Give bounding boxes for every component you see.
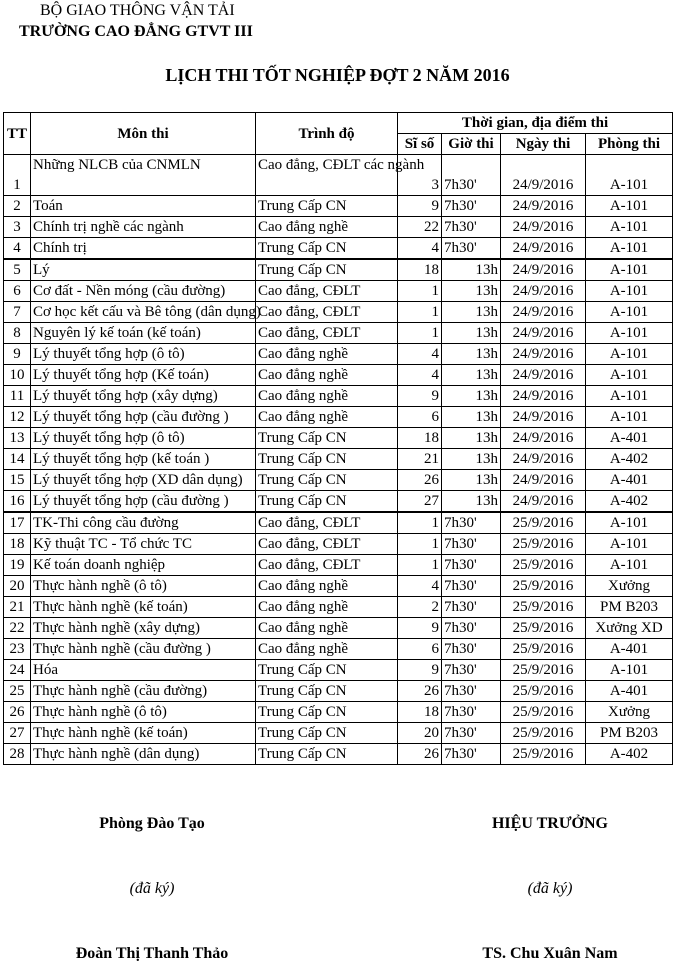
cell-room: A-101 [586, 386, 673, 407]
cell-count: 1 [398, 302, 442, 323]
table-row [4, 744, 673, 765]
cell-count: 4 [398, 365, 442, 386]
header-time: Giờ thi [442, 134, 501, 155]
cell-tt: 7 [4, 302, 31, 323]
table-row [4, 723, 673, 744]
table-row [4, 534, 673, 555]
cell-count: 20 [398, 723, 442, 744]
cell-count: 1 [398, 555, 442, 576]
cell-tt: 6 [4, 281, 31, 302]
cell-count: 1 [398, 323, 442, 344]
cell-count: 2 [398, 597, 442, 618]
cell-level: Trung Cấp CN [256, 491, 398, 513]
table-row [4, 365, 673, 386]
cell-subject: Thực hành nghề (kế toán) [31, 597, 256, 618]
cell-count: 26 [398, 681, 442, 702]
cell-room: A-101 [586, 196, 673, 217]
cell-subject: Hóa [31, 660, 256, 681]
cell-count: 1 [398, 534, 442, 555]
table-row [4, 407, 673, 428]
cell-count: 9 [398, 660, 442, 681]
cell-level: Trung Cấp CN [256, 660, 398, 681]
cell-subject: Thực hành nghề (ô tô) [31, 576, 256, 597]
cell-tt: 15 [4, 470, 31, 491]
table-body [4, 155, 673, 765]
cell-tt: 4 [4, 238, 31, 260]
cell-subject: Thực hành nghề (kế toán) [31, 723, 256, 744]
cell-count: 4 [398, 344, 442, 365]
cell-tt: 3 [4, 217, 31, 238]
cell-date: 25/9/2016 [501, 681, 586, 702]
cell-time: 13h [442, 386, 501, 407]
right-signed-note: (đã ký) [527, 880, 573, 897]
cell-date: 24/9/2016 [501, 344, 586, 365]
cell-time: 13h [442, 323, 501, 344]
cell-date: 24/9/2016 [501, 196, 586, 217]
cell-subject: Kế toán doanh nghiệp [31, 555, 256, 576]
table-row [4, 302, 673, 323]
cell-level: Trung Cấp CN [256, 470, 398, 491]
cell-tt: 17 [4, 512, 31, 534]
table-row [4, 702, 673, 723]
header-level: Trình độ [256, 113, 398, 155]
cell-level: Cao đẳng nghề [256, 597, 398, 618]
cell-level: Trung Cấp CN [256, 238, 398, 260]
cell-room: A-101 [586, 217, 673, 238]
cell-time: 7h30' [442, 555, 501, 576]
cell-tt: 21 [4, 597, 31, 618]
cell-time: 13h [442, 491, 501, 513]
cell-count: 1 [398, 512, 442, 534]
cell-subject: Thực hành nghề (xây dựng) [31, 618, 256, 639]
cell-time: 13h [442, 281, 501, 302]
cell-date: 24/9/2016 [501, 238, 586, 260]
cell-time: 13h [442, 302, 501, 323]
cell-subject: Lý thuyết tổng hợp (XD dân dụng) [31, 470, 256, 491]
cell-count: 18 [398, 259, 442, 281]
cell-room: A-101 [586, 365, 673, 386]
right-signer-title: HIỆU TRƯỞNG [491, 815, 608, 832]
cell-room: A-101 [586, 534, 673, 555]
cell-count: 26 [398, 744, 442, 765]
cell-level: Trung Cấp CN [256, 681, 398, 702]
cell-date: 25/9/2016 [501, 576, 586, 597]
cell-room: A-101 [586, 238, 673, 260]
table-row [4, 238, 673, 260]
table-row [4, 323, 673, 344]
cell-subject: Chính trị nghề các ngành [31, 217, 256, 238]
cell-date: 25/9/2016 [501, 618, 586, 639]
cell-level: Trung Cấp CN [256, 449, 398, 470]
cell-count: 9 [398, 386, 442, 407]
cell-room: A-101 [586, 407, 673, 428]
cell-tt: 5 [4, 259, 31, 281]
cell-count: 4 [398, 238, 442, 260]
cell-date: 25/9/2016 [501, 639, 586, 660]
cell-subject: Lý thuyết tổng hợp (ô tô) [31, 428, 256, 449]
cell-date: 25/9/2016 [501, 512, 586, 534]
cell-time: 13h [442, 344, 501, 365]
cell-date: 24/9/2016 [501, 155, 586, 196]
cell-time: 7h30' [442, 512, 501, 534]
cell-subject: Kỹ thuật TC - Tổ chức TC [31, 534, 256, 555]
cell-level: Cao đẳng, CĐLT các ngành [256, 155, 398, 196]
table-row [4, 491, 673, 513]
table-row [4, 428, 673, 449]
left-signer-name: Đoàn Thị Thanh Thảo [75, 945, 229, 962]
table-row [4, 470, 673, 491]
cell-count: 3 [398, 155, 442, 196]
cell-date: 25/9/2016 [501, 534, 586, 555]
cell-date: 25/9/2016 [501, 723, 586, 744]
cell-level: Trung Cấp CN [256, 196, 398, 217]
cell-count: 26 [398, 470, 442, 491]
cell-room: A-402 [586, 449, 673, 470]
table-row [4, 281, 673, 302]
cell-tt: 8 [4, 323, 31, 344]
cell-subject: Lý [31, 259, 256, 281]
cell-level: Trung Cấp CN [256, 428, 398, 449]
cell-level: Cao đẳng, CĐLT [256, 323, 398, 344]
cell-time: 13h [442, 365, 501, 386]
cell-time: 7h30' [442, 217, 501, 238]
cell-subject: Lý thuyết tổng hợp (Kế toán) [31, 365, 256, 386]
cell-room: A-401 [586, 428, 673, 449]
cell-tt: 24 [4, 660, 31, 681]
cell-room: A-401 [586, 681, 673, 702]
cell-room: Xưởng [586, 702, 673, 723]
cell-date: 24/9/2016 [501, 491, 586, 513]
left-signed-note: (đã ký) [129, 880, 175, 897]
table-row [4, 576, 673, 597]
cell-tt: 28 [4, 744, 31, 765]
cell-date: 24/9/2016 [501, 428, 586, 449]
cell-time: 7h30' [442, 576, 501, 597]
cell-time: 7h30' [442, 155, 501, 196]
cell-level: Trung Cấp CN [256, 702, 398, 723]
cell-time: 7h30' [442, 681, 501, 702]
cell-subject: Lý thuyết tổng hợp (cầu đường ) [31, 407, 256, 428]
table-row [4, 639, 673, 660]
table-row [4, 660, 673, 681]
cell-time: 7h30' [442, 744, 501, 765]
cell-time: 13h [442, 407, 501, 428]
cell-tt: 22 [4, 618, 31, 639]
cell-time: 13h [442, 259, 501, 281]
cell-subject: Lý thuyết tổng hợp (ô tô) [31, 344, 256, 365]
cell-date: 24/9/2016 [501, 407, 586, 428]
cell-date: 24/9/2016 [501, 217, 586, 238]
cell-room: A-101 [586, 281, 673, 302]
table-row [4, 344, 673, 365]
school-name: TRƯỜNG CAO ĐẲNG GTVT III [19, 23, 253, 40]
header-date: Ngày thi [501, 134, 586, 155]
ministry-name: BỘ GIAO THÔNG VẬN TẢI [40, 2, 235, 19]
cell-subject: Thực hành nghề (cầu đường ) [31, 639, 256, 660]
cell-room: A-402 [586, 744, 673, 765]
cell-level: Cao đẳng nghề [256, 407, 398, 428]
table-row [4, 386, 673, 407]
cell-date: 24/9/2016 [501, 470, 586, 491]
cell-subject: Những NLCB của CNMLN [31, 155, 256, 196]
cell-level: Cao đẳng, CĐLT [256, 534, 398, 555]
table-row [4, 449, 673, 470]
cell-time: 7h30' [442, 702, 501, 723]
table-row [4, 681, 673, 702]
cell-room: A-101 [586, 323, 673, 344]
cell-tt: 19 [4, 555, 31, 576]
cell-level: Trung Cấp CN [256, 259, 398, 281]
table-row [4, 196, 673, 217]
cell-date: 25/9/2016 [501, 702, 586, 723]
cell-count: 1 [398, 281, 442, 302]
cell-room: A-101 [586, 344, 673, 365]
cell-level: Cao đẳng nghề [256, 386, 398, 407]
cell-room: A-402 [586, 491, 673, 513]
cell-level: Cao đẳng, CĐLT [256, 555, 398, 576]
header-room: Phòng thi [586, 134, 673, 155]
header-count: Sĩ số [398, 134, 442, 155]
cell-level: Cao đẳng nghề [256, 365, 398, 386]
cell-date: 24/9/2016 [501, 449, 586, 470]
cell-count: 21 [398, 449, 442, 470]
cell-count: 18 [398, 428, 442, 449]
cell-date: 25/9/2016 [501, 744, 586, 765]
cell-room: Xưởng [586, 576, 673, 597]
cell-time: 7h30' [442, 534, 501, 555]
cell-subject: Toán [31, 196, 256, 217]
cell-tt: 25 [4, 681, 31, 702]
cell-date: 24/9/2016 [501, 281, 586, 302]
cell-count: 6 [398, 407, 442, 428]
cell-room: A-101 [586, 302, 673, 323]
cell-subject: Lý thuyết tổng hợp (cầu đường ) [31, 491, 256, 513]
cell-tt: 26 [4, 702, 31, 723]
document-title: LỊCH THI TỐT NGHIỆP ĐỢT 2 NĂM 2016 [165, 65, 510, 85]
table-row [4, 217, 673, 238]
cell-date: 24/9/2016 [501, 259, 586, 281]
cell-subject: Thực hành nghề (ô tô) [31, 702, 256, 723]
cell-tt: 2 [4, 196, 31, 217]
cell-room: PM B203 [586, 597, 673, 618]
header-subject: Môn thi [31, 113, 256, 155]
left-signer-title: Phòng Đào Tạo [99, 815, 205, 832]
cell-subject: Thực hành nghề (dân dụng) [31, 744, 256, 765]
cell-level: Cao đẳng, CĐLT [256, 302, 398, 323]
cell-count: 9 [398, 618, 442, 639]
cell-room: A-401 [586, 639, 673, 660]
header-time-place: Thời gian, địa điểm thi [398, 113, 673, 134]
cell-level: Cao đẳng nghề [256, 217, 398, 238]
cell-tt: 20 [4, 576, 31, 597]
cell-subject: Lý thuyết tổng hợp (xây dựng) [31, 386, 256, 407]
cell-tt: 18 [4, 534, 31, 555]
table-row [4, 618, 673, 639]
cell-date: 25/9/2016 [501, 597, 586, 618]
cell-level: Trung Cấp CN [256, 723, 398, 744]
cell-subject: Cơ đất - Nền móng (cầu đường) [31, 281, 256, 302]
table-row [4, 555, 673, 576]
cell-level: Cao đẳng nghề [256, 639, 398, 660]
cell-room: A-401 [586, 470, 673, 491]
cell-tt: 13 [4, 428, 31, 449]
cell-time: 7h30' [442, 723, 501, 744]
cell-subject: TK-Thi công cầu đường [31, 512, 256, 534]
exam-schedule-table [3, 112, 673, 765]
cell-subject: Lý thuyết tổng hợp (kế toán ) [31, 449, 256, 470]
cell-tt: 11 [4, 386, 31, 407]
cell-time: 7h30' [442, 660, 501, 681]
cell-date: 24/9/2016 [501, 386, 586, 407]
cell-date: 25/9/2016 [501, 660, 586, 681]
cell-room: A-101 [586, 155, 673, 196]
cell-time: 13h [442, 470, 501, 491]
cell-count: 22 [398, 217, 442, 238]
cell-tt: 1 [4, 155, 31, 196]
cell-room: A-101 [586, 555, 673, 576]
cell-date: 24/9/2016 [501, 365, 586, 386]
cell-time: 7h30' [442, 639, 501, 660]
table-row [4, 597, 673, 618]
cell-subject: Nguyên lý kế toán (kế toán) [31, 323, 256, 344]
cell-tt: 12 [4, 407, 31, 428]
cell-count: 9 [398, 196, 442, 217]
cell-count: 4 [398, 576, 442, 597]
cell-room: A-101 [586, 259, 673, 281]
cell-subject: Thực hành nghề (cầu đường) [31, 681, 256, 702]
cell-tt: 9 [4, 344, 31, 365]
cell-level: Cao đẳng, CĐLT [256, 281, 398, 302]
cell-tt: 27 [4, 723, 31, 744]
cell-time: 7h30' [442, 196, 501, 217]
cell-room: Xưởng XD [586, 618, 673, 639]
cell-room: A-101 [586, 512, 673, 534]
cell-count: 6 [398, 639, 442, 660]
cell-time: 7h30' [442, 597, 501, 618]
cell-date: 25/9/2016 [501, 555, 586, 576]
header-tt: TT [4, 113, 31, 155]
table-row [4, 155, 673, 196]
cell-tt: 16 [4, 491, 31, 513]
cell-tt: 23 [4, 639, 31, 660]
cell-room: PM B203 [586, 723, 673, 744]
cell-time: 7h30' [442, 238, 501, 260]
cell-subject: Chính trị [31, 238, 256, 260]
cell-level: Cao đẳng nghề [256, 344, 398, 365]
cell-level: Trung Cấp CN [256, 744, 398, 765]
table-row [4, 259, 673, 281]
cell-level: Cao đẳng, CĐLT [256, 512, 398, 534]
cell-room: A-101 [586, 660, 673, 681]
cell-time: 7h30' [442, 618, 501, 639]
cell-time: 13h [442, 449, 501, 470]
cell-count: 27 [398, 491, 442, 513]
cell-date: 24/9/2016 [501, 323, 586, 344]
cell-date: 24/9/2016 [501, 302, 586, 323]
cell-tt: 10 [4, 365, 31, 386]
cell-level: Cao đẳng nghề [256, 576, 398, 597]
table-row [4, 512, 673, 534]
cell-count: 18 [398, 702, 442, 723]
cell-time: 13h [442, 428, 501, 449]
cell-level: Cao đẳng nghề [256, 618, 398, 639]
cell-subject: Cơ học kết cấu và Bê tông (dân dụng) [31, 302, 256, 323]
cell-tt: 14 [4, 449, 31, 470]
right-signer-name: TS. Chu Xuân Nam [482, 945, 618, 962]
